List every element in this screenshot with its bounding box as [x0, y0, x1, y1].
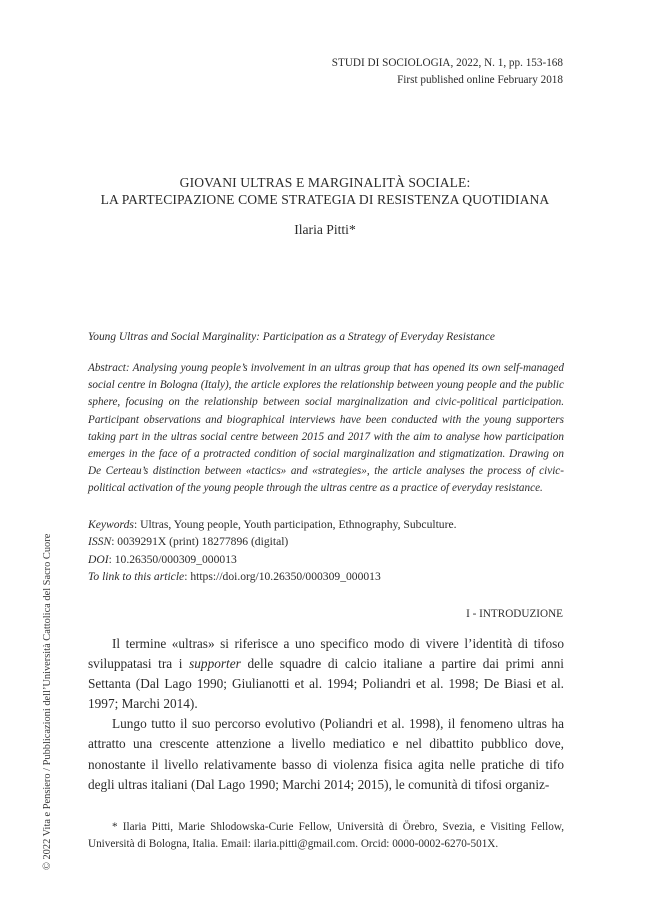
section-heading: I - INTRODUZIONE [466, 608, 563, 620]
article-link-line[interactable] [88, 568, 564, 585]
journal-citation: STUDI DI SOCIOLOGIA, 2022, N. 1, pp. 153-168 [331, 57, 563, 69]
issn-value: : 0039291X (print) 18277896 (digital) [111, 535, 289, 549]
title-line-1: GIOVANI ULTRAS E MARGINALITÀ SOCIALE: [179, 175, 471, 190]
title-line-2: LA PARTECIPAZIONE COME STRATEGIA DI RESISTENZA QUOTIDIANA [100, 192, 550, 207]
doi-line [88, 551, 564, 568]
doi-value: : 10.26350/000309_000013 [108, 552, 237, 566]
english-title: Young Ultras and Social Marginality: Participation as a Strategy of Everyday Resistance [88, 331, 495, 343]
body-paragraph [88, 634, 564, 714]
published-date: First published online February 2018 [397, 74, 563, 86]
article-link-url[interactable]: : https://doi.org/10.26350/000309_000013 [184, 570, 381, 584]
article-link-label: To link to this article [88, 570, 185, 584]
copyright-sidebar: © 2022 Vita e Pensiero / Pubblicazioni dell’Università Cattolica del Sacro Cuore [42, 533, 53, 870]
keywords-line [88, 516, 564, 533]
paragraph-text: delle squadre di calcio italiane a partire dai primi anni Settanta (Dal Lago 1990; Giulianotti et al. 1994; Poliandri et al. 1998; De Biasi et al. 1997; Marchi 2014). [88, 656, 564, 712]
article-body [88, 634, 564, 795]
journal-header [332, 55, 563, 89]
article-metadata [88, 516, 564, 586]
body-paragraph: Lungo tutto il suo percorso evolutivo (Poliandri et al. 1998), il fenomeno ultras ha attratto una crescente attenzione a livello mediatico e nel dibattito pubblico dove, nonostante il livello relativamente basso di violenza fisica agita nelle pratiche di tifo degli ultras italiani (Dal Lago 1990; Marchi 2014; 2015), le comunità di tifosi organiz- [88, 716, 564, 792]
keywords-label: Keywords [88, 518, 134, 531]
issn-line [88, 533, 564, 550]
article-title [0, 174, 650, 208]
footnote-text: * Ilaria Pitti, Marie Shlodowska-Curie Fellow, Università di Örebro, Svezia, e Visiting Fellow, Università di Bologna, Italia. Email: ilaria.pitti@gmail.com. Orcid: 0000-0002-6270-501X. [88, 821, 564, 850]
doi-label: DOI [88, 552, 109, 566]
paragraph-text: Il termine «ultras» si riferisce a uno specifico modo di vivere l’identità di tifoso sviluppatasi tra i [88, 636, 564, 672]
author-footnote [88, 819, 564, 853]
issn-label: ISSN [88, 535, 112, 549]
paragraph-italic-term: supporter [189, 656, 241, 672]
author-name: Ilaria Pitti* [294, 222, 356, 237]
abstract: Abstract: Analysing young people’s involvement in an ultras group that has opened its own self-managed social centre in Bologna (Italy), the article explores the relationship between young people and the public sphere, focusing on the relationship between social marginalization and civic-political participation. Participant observations and biographical interviews have been conducted with the young supporters taking part in the ultras social centre between 2015 and 2017 with the aim to analyse how participation emerges in the face of a protracted condition of social marginalization and stigmatization. Drawing on De Certeau’s distinction between «tactics» and «strategies», the article analyses the process of civic-political activation of the young people through the ultras centre as a practice of everyday resistance. [88, 362, 564, 495]
keywords-value: : Ultras, Young people, Youth participation, Ethnography, Subculture. [133, 518, 457, 531]
